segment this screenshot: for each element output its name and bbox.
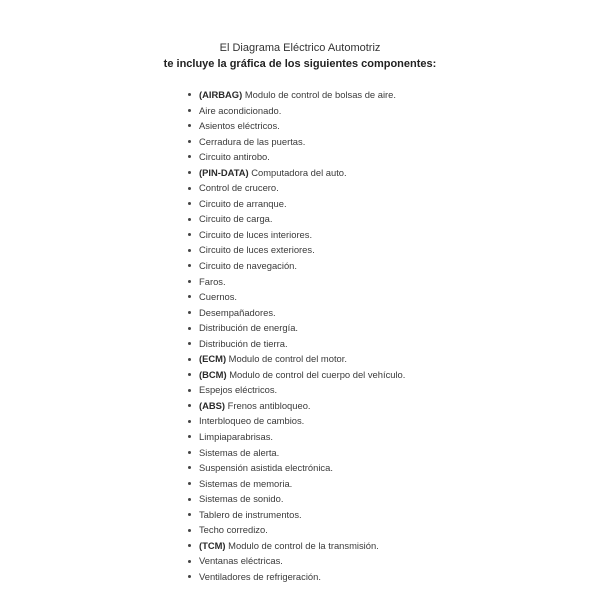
list-item — [188, 336, 405, 352]
component-label: Interbloqueo de cambios. — [199, 415, 305, 427]
component-label: Modulo de control de bolsas de aire. — [242, 89, 396, 100]
component-label: Frenos antibloqueo. — [225, 399, 311, 411]
component-label: Cuernos. — [199, 291, 238, 303]
component-label: Asientos eléctricos. — [199, 120, 280, 132]
component-label: Faros. — [199, 275, 226, 287]
bullet-icon — [188, 373, 191, 376]
bullet-icon — [188, 327, 191, 330]
bullet-icon — [188, 93, 191, 96]
list-item — [188, 274, 405, 290]
bullet-icon — [188, 435, 191, 438]
bullet-icon — [188, 171, 191, 174]
list-item — [188, 507, 405, 523]
list-item — [188, 351, 405, 367]
list-item — [188, 196, 405, 212]
list-item — [188, 367, 405, 383]
bullet-icon — [188, 575, 191, 578]
bullet-icon — [188, 358, 191, 361]
bullet-icon — [188, 124, 191, 127]
list-item — [188, 445, 405, 461]
bullet-icon — [188, 513, 191, 516]
list-item — [188, 289, 405, 305]
component-label: Circuito de luces interiores. — [199, 228, 313, 240]
bullet-icon — [188, 109, 191, 112]
bullet-icon — [188, 202, 191, 205]
bullet-icon — [188, 389, 191, 392]
list-item — [188, 538, 405, 554]
list-item — [188, 258, 405, 274]
component-label: Circuito antirobo. — [199, 151, 270, 163]
component-label: Espejos eléctricos. — [199, 384, 278, 396]
component-list — [188, 87, 405, 585]
bullet-icon — [188, 420, 191, 423]
list-item — [188, 305, 405, 321]
list-item — [188, 460, 405, 476]
component-label: Distribución de energía. — [199, 322, 299, 334]
component-label: Distribución de tierra. — [199, 337, 288, 349]
component-label: Circuito de luces exteriores. — [199, 244, 315, 256]
component-label: Modulo de control de la transmisión. — [225, 539, 379, 551]
component-label: Circuito de navegación. — [199, 260, 297, 272]
bullet-icon — [188, 249, 191, 252]
list-item — [188, 180, 405, 196]
bullet-icon — [188, 311, 191, 314]
component-label: Suspensión asistida electrónica. — [199, 462, 333, 474]
component-label: Sistemas de alerta. — [199, 446, 280, 458]
component-tag: (PIN-DATA) — [199, 166, 249, 178]
bullet-icon — [188, 482, 191, 485]
list-item — [188, 134, 405, 150]
component-label: Desempañadores. — [199, 306, 276, 318]
bullet-icon — [188, 187, 191, 190]
component-label: Techo corredizo. — [199, 524, 268, 536]
list-item — [188, 553, 405, 569]
component-label: Circuito de carga. — [199, 213, 273, 225]
bullet-icon — [188, 155, 191, 158]
bullet-icon — [188, 466, 191, 469]
component-tag: (BCM) — [199, 368, 227, 380]
list-item — [188, 569, 405, 585]
bullet-icon — [188, 404, 191, 407]
list-item — [188, 87, 405, 103]
list-item — [188, 242, 405, 258]
bullet-icon — [188, 342, 191, 345]
component-label: Ventanas eléctricas. — [199, 555, 283, 567]
list-item — [188, 227, 405, 243]
component-label: Ventiladores de refrigeración. — [199, 570, 321, 582]
bullet-icon — [188, 295, 191, 298]
list-item — [188, 211, 405, 227]
bullet-icon — [188, 280, 191, 283]
component-label: Control de crucero. — [199, 182, 279, 194]
bullet-icon — [188, 498, 191, 501]
component-tag: (AIRBAG) — [199, 89, 243, 100]
component-label: Sistemas de memoria. — [199, 477, 293, 489]
bullet-icon — [188, 218, 191, 221]
component-label: Cerradura de las puertas. — [199, 135, 306, 147]
list-item — [188, 476, 405, 492]
list-item — [188, 522, 405, 538]
component-label: Tablero de instrumentos. — [199, 508, 302, 520]
bullet-icon — [188, 264, 191, 267]
list-item — [188, 320, 405, 336]
component-tag: (ECM) — [199, 353, 227, 365]
component-tag: (TCM) — [199, 539, 226, 551]
list-item — [188, 429, 405, 445]
list-item — [188, 149, 405, 165]
bullet-icon — [188, 544, 191, 547]
intro-strong-text: te incluye la gráfica de los siguientes componentes: — [163, 58, 437, 70]
bullet-icon — [188, 140, 191, 143]
list-item — [188, 382, 405, 398]
list-item — [188, 103, 405, 119]
component-label: Aire acondicionado. — [199, 104, 282, 116]
list-item — [188, 118, 405, 134]
list-item — [188, 491, 405, 507]
list-item — [188, 165, 405, 181]
component-label: Modulo de control del cuerpo del vehículo. — [226, 368, 406, 380]
bullet-icon — [188, 560, 191, 563]
list-item — [188, 413, 405, 429]
bullet-icon — [188, 451, 191, 454]
component-label: Computadora del auto. — [248, 166, 347, 178]
component-label: Circuito de arranque. — [199, 197, 287, 209]
bullet-icon — [188, 529, 191, 532]
component-tag: (ABS) — [199, 399, 226, 411]
component-label: Sistemas de sonido. — [199, 493, 284, 505]
component-label: Limpiaparabrisas. — [199, 431, 273, 443]
list-item — [188, 398, 405, 414]
intro-paragraph — [0, 40, 600, 72]
intro-lead-text: El Diagrama Eléctrico Automotriz — [219, 42, 381, 54]
component-label: Modulo de control del motor. — [226, 353, 347, 365]
bullet-icon — [188, 233, 191, 236]
